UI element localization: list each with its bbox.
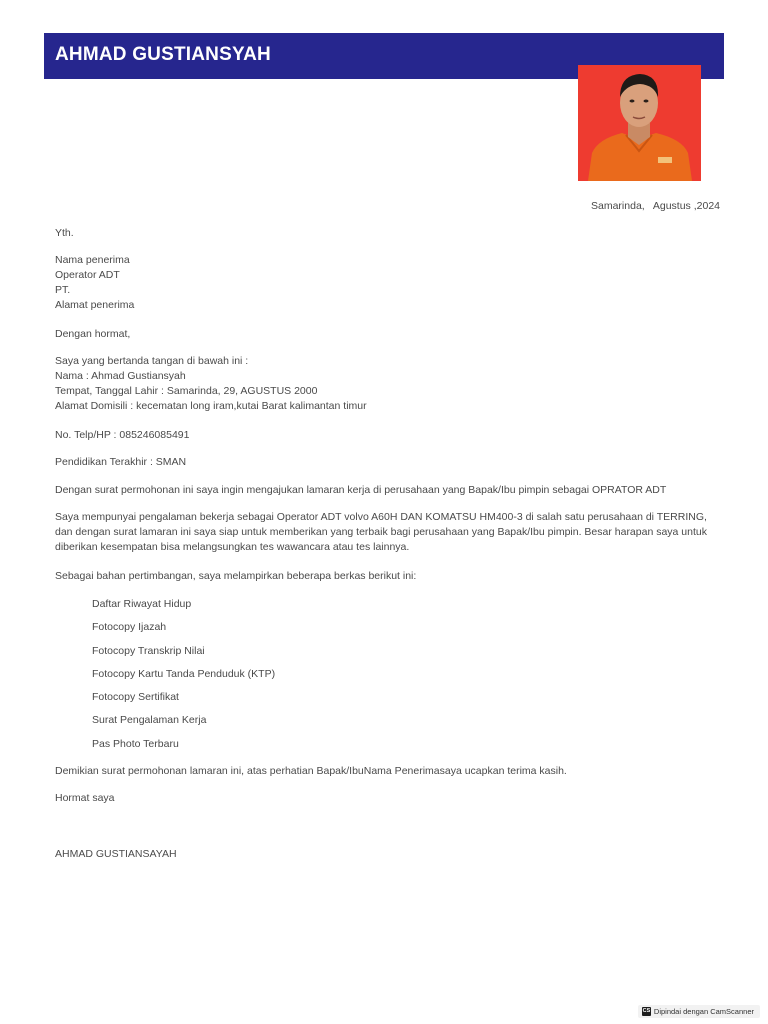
identity-birth: Tempat, Tanggal Lahir : Samarinda, 29, AGUSTUS 2000: [55, 385, 318, 397]
regards-line: Hormat saya: [55, 792, 115, 804]
signature-name: AHMAD GUSTIANSAYAH: [55, 848, 177, 860]
yth-line: Yth.: [55, 227, 74, 239]
attachments-intro: Sebagai bahan pertimbangan, saya melampirkan beberapa berkas berikut ini:: [55, 570, 417, 582]
identity-address: Alamat Domisili : kecematan long iram,kutai Barat kalimantan timur: [55, 400, 367, 412]
education-line: Pendidikan Terakhir : SMAN: [55, 456, 187, 468]
identity-intro: Saya yang bertanda tangan di bawah ini :: [55, 355, 249, 367]
recipient-name-line: Nama penerima: [55, 254, 130, 266]
experience-line: Saya mempunyai pengalaman bekerja sebagai Operator ADT volvo A60H DAN KOMATSU HM400-3 di salah satu perusahaan di TERRING,: [55, 511, 707, 523]
attachment-item: Fotocopy Sertifikat: [92, 691, 179, 704]
closing-paragraph: Demikian surat permohonan lamaran ini, atas perhatian Bapak/IbuNama Penerimasaya ucapkan terima kasih.: [55, 765, 567, 777]
attachment-item: Fotocopy Kartu Tanda Penduduk (KTP): [92, 667, 276, 680]
recipient-address-line: Alamat penerima: [55, 299, 135, 311]
camscanner-label: Dipindai dengan CamScanner: [653, 1007, 754, 1016]
place-and-date: Samarinda, Agustus ,2024: [591, 200, 720, 212]
identity-name: Nama : Ahmad Gustiansyah: [55, 370, 186, 382]
recipient-position-line: Operator ADT: [55, 269, 120, 281]
attachment-item: Daftar Riwayat Hidup: [92, 598, 192, 610]
camscanner-badge: [638, 1005, 760, 1018]
attachment-item: Surat Pengalaman Kerja: [92, 714, 207, 727]
experience-paragraph: [55, 510, 707, 555]
attachments-list: [92, 597, 275, 760]
camscanner-icon: CS: [642, 1008, 651, 1014]
experience-line: dan dengan surat lamaran ini saya siap untuk memberikan yang terbaik bagi perusahaan yang Bapak/Ibu pimpin. Besar harapan saya untuk: [55, 526, 707, 538]
recipient-block: [55, 253, 134, 313]
attachment-item: Fotocopy Ijazah: [92, 621, 167, 634]
applicant-name-title: AHMAD GUSTIANSYAH: [55, 44, 271, 65]
phone-line: No. Telp/HP : 085246085491: [55, 429, 190, 441]
identity-block: [55, 354, 367, 414]
experience-line: diberikan kesempatan bisa melangsungkan tes wawancara atau tes lainnya.: [55, 541, 410, 553]
applicant-photo: [578, 65, 701, 181]
greeting-line: Dengan hormat,: [55, 328, 131, 340]
recipient-company-line: PT.: [55, 284, 71, 296]
attachment-item: Fotocopy Transkrip Nilai: [92, 644, 205, 657]
application-paragraph: Dengan surat permohonan ini saya ingin mengajukan lamaran kerja di perusahaan yang Bapak/Ibu pimpin sebagai OPRATOR ADT: [55, 484, 667, 496]
attachment-item: Pas Photo Terbaru: [92, 737, 179, 750]
applicant-portrait-image: [578, 65, 701, 181]
